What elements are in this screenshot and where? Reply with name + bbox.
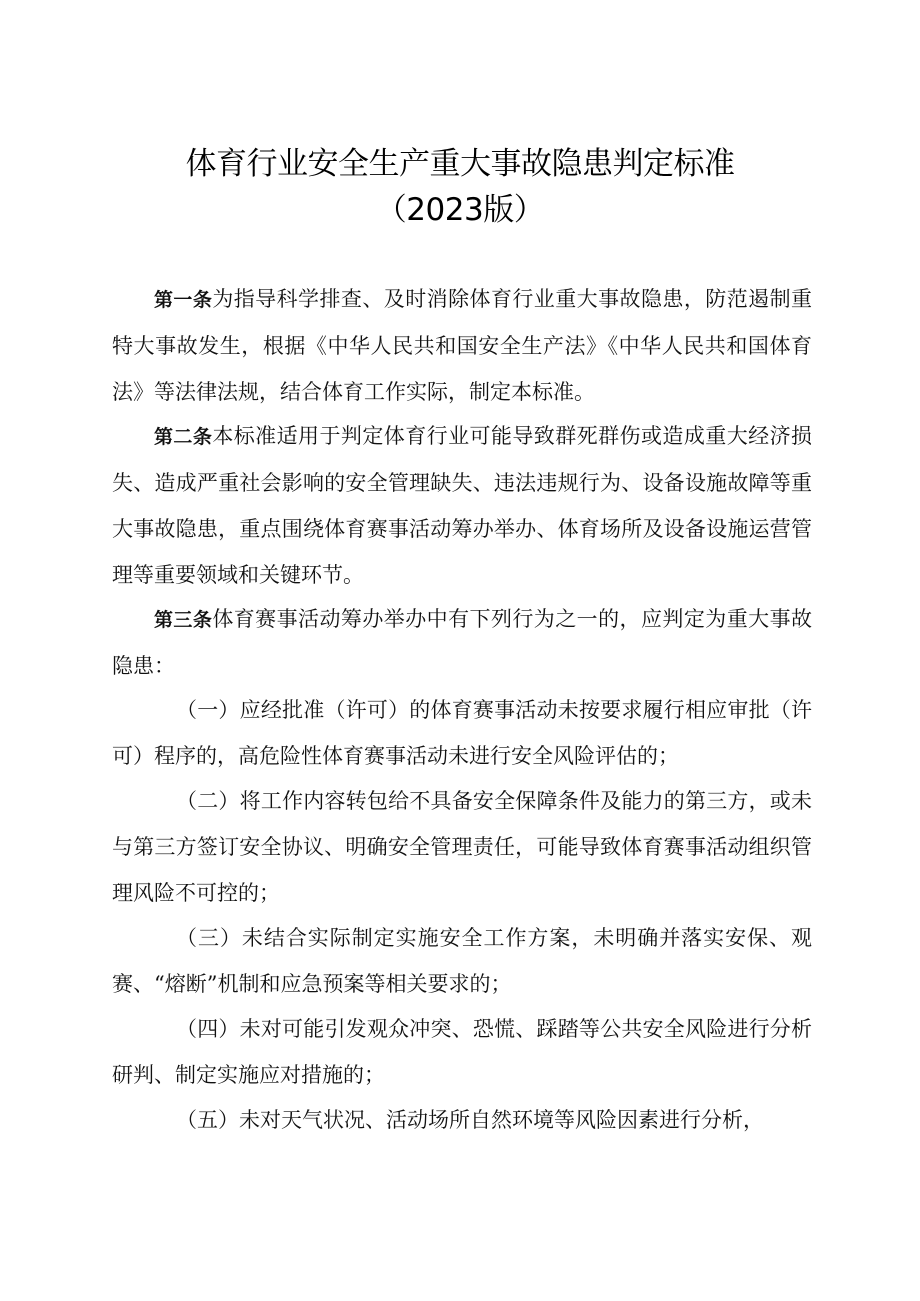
article-2-label: 第二条 (154, 426, 213, 448)
article-2-text: 本标准适用于判定体育行业可能导致群死群伤或造成重大经济损失、造成严重社会影响的安全管理缺失、违法违规行为、设备设施故障等重大事故隐患，重点围绕体育赛事活动筹办举办、体育场所及设备设施运营管理等重要领域和关键环节。 (112, 424, 812, 587)
list-item-2: （二）将工作内容转包给不具备安全保障条件及能力的第三方，或未与第三方签订安全协议、明确安全管理责任，可能导致体育赛事活动组织管理风险不可控的； (112, 789, 812, 905)
article-1 (112, 276, 812, 415)
document-title: 体育行业安全生产重大事故隐患判定标准 (185, 146, 735, 182)
list-item-3: （三）未结合实际制定实施安全工作方案，未明确并落实安保、观赛、“熔断”机制和应急预案等相关要求的； (112, 926, 812, 996)
document-subtitle: （2023版） (375, 192, 545, 228)
article-1-label: 第一条 (154, 289, 213, 311)
list-item-4: （四）未对可能引发观众冲突、恐慌、踩踏等公共安全风险进行分析研判、制定实施应对措施的； (112, 1017, 812, 1087)
list-item-5: （五）未对天气状况、活动场所自然环境等风险因素进行分析， (176, 1108, 764, 1132)
article-3-label: 第三条 (154, 609, 213, 631)
article-1-text: 为指导科学排查、及时消除体育行业重大事故隐患，防范遏制重特大事故发生，根据《中华人民共和国安全生产法》《中华人民共和国体育法》等法律法规，结合体育工作实际，制定本标准。 (112, 287, 812, 404)
article-3 (112, 596, 812, 689)
article-2 (112, 413, 812, 598)
list-item-1: （一）应经批准（许可）的体育赛事活动未按要求履行相应审批（许可）程序的，高危险性体育赛事活动未进行安全风险评估的； (112, 698, 812, 768)
article-3-text: 体育赛事活动筹办举办中有下列行为之一的，应判定为重大事故隐患： (112, 607, 812, 678)
